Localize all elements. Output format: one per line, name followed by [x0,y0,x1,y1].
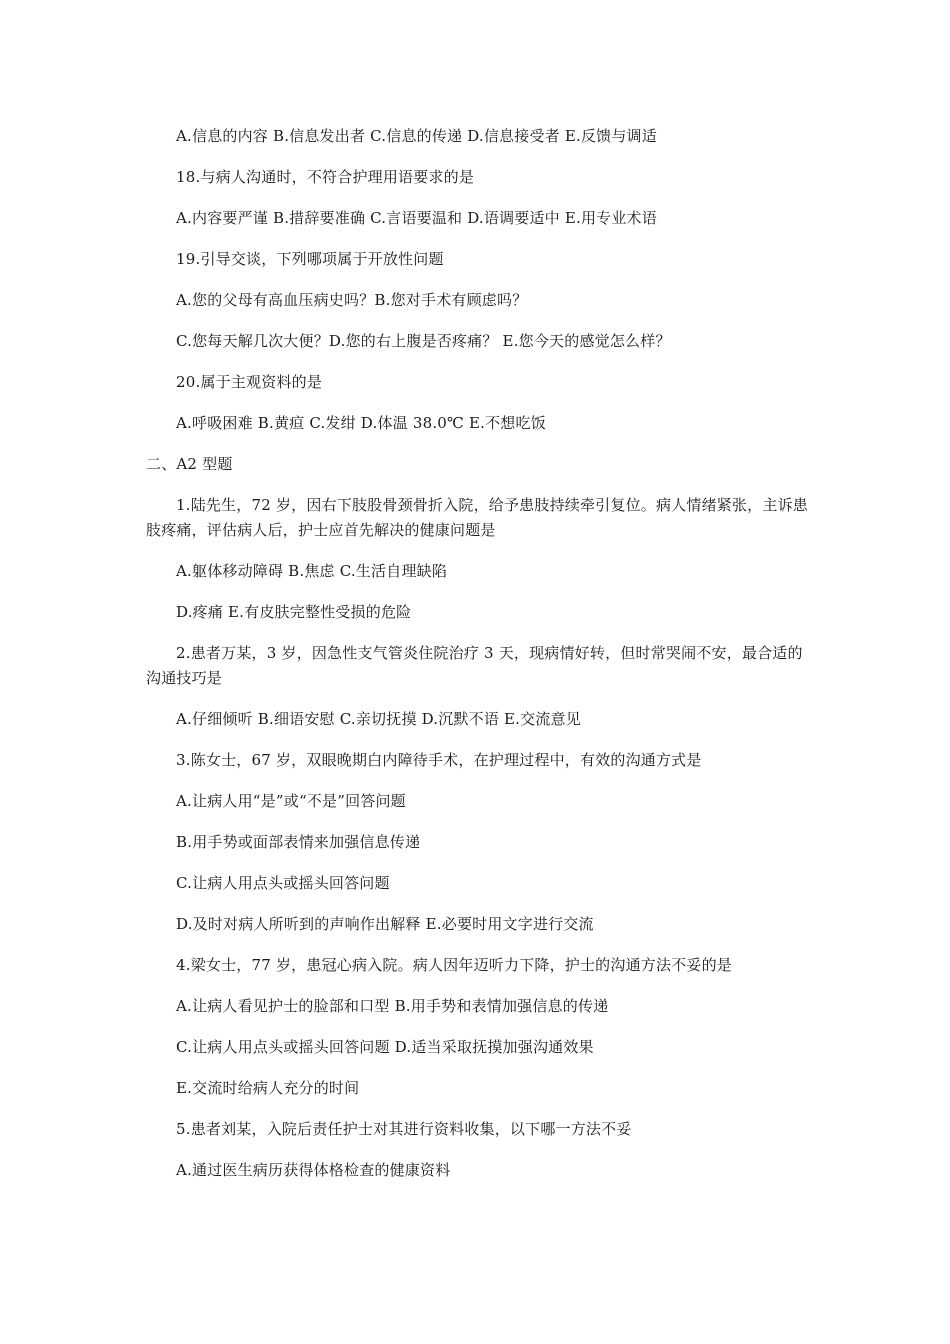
a2-q2-stem: 2.患者万某，3 岁，因急性支气管炎住院治疗 3 天，现病情好转，但时常哭闹不安，最合适的沟通技巧是 [146,644,803,687]
a2-q3-options-de: D.及时对病人所听到的声响作出解释 E.必要时用文字进行交流 [176,915,594,933]
a2-q3-stem: 3.陈女士，67 岁，双眼晚期白内障待手术，在护理过程中，有效的沟通方式是 [176,751,702,769]
q20-options: A.呼吸困难 B.黄疸 C.发绀 D.体温 38.0℃ E.不想吃饭 [176,414,546,432]
a2-q4-option-e: E.交流时给病人充分的时间 [176,1079,360,1097]
a2-q4-options-ab: A.让病人看见护士的脸部和口型 B.用手势和表情加强信息的传递 [176,997,609,1015]
a2-q5-option-a: A.通过医生病历获得体格检查的健康资料 [176,1161,451,1179]
section-heading: 二、A2 型题 [146,455,233,473]
a2-q3-option-c: C.让病人用点头或摇头回答问题 [176,874,390,892]
q18-options: A.内容要严谨 B.措辞要准确 C.言语要温和 D.语调要适中 E.用专业术语 [176,209,657,227]
q19-options-cde: C.您每天解几次大便？D.您的右上腹是否疼痛？ E.您今天的感觉怎么样？ [176,332,671,350]
a2-q3-option-b: B.用手势或面部表情来加强信息传递 [176,833,421,851]
q18-stem: 18.与病人沟通时，不符合护理用语要求的是 [176,168,475,186]
q20-stem: 20.属于主观资料的是 [176,373,323,391]
a2-q1-options-de: D.疼痛 E.有皮肤完整性受损的危险 [176,603,412,621]
q17-options: A.信息的内容 B.信息发出者 C.信息的传递 D.信息接受者 E.反馈与调适 [176,127,657,145]
a2-q2-options: A.仔细倾听 B.细语安慰 C.亲切抚摸 D.沉默不语 E.交流意见 [176,710,581,728]
a2-q4-stem: 4.梁女士，77 岁，患冠心病入院。病人因年迈听力下降，护士的沟通方法不妥的是 [176,956,732,974]
a2-q1-stem: 1.陆先生，72 岁，因右下肢股骨颈骨折入院，给予患肢持续牵引复位。病人情绪紧张，主诉患肢疼痛，评估病人后，护士应首先解决的健康问题是 [146,496,808,539]
a2-q1-options-abc: A.躯体移动障碍 B.焦虑 C.生活自理缺陷 [176,562,448,580]
q19-stem: 19.引导交谈，下列哪项属于开放性问题 [176,250,444,268]
q19-options-ab: A.您的父母有高血压病史吗？B.您对手术有顾虑吗？ [176,291,528,309]
a2-q3-option-a: A.让病人用“是”或“不是”回答问题 [176,792,406,810]
a2-q5-stem: 5.患者刘某，入院后责任护士对其进行资料收集，以下哪一方法不妥 [176,1120,632,1138]
a2-q4-options-cd: C.让病人用点头或摇头回答问题 D.适当采取抚摸加强沟通效果 [176,1038,594,1056]
